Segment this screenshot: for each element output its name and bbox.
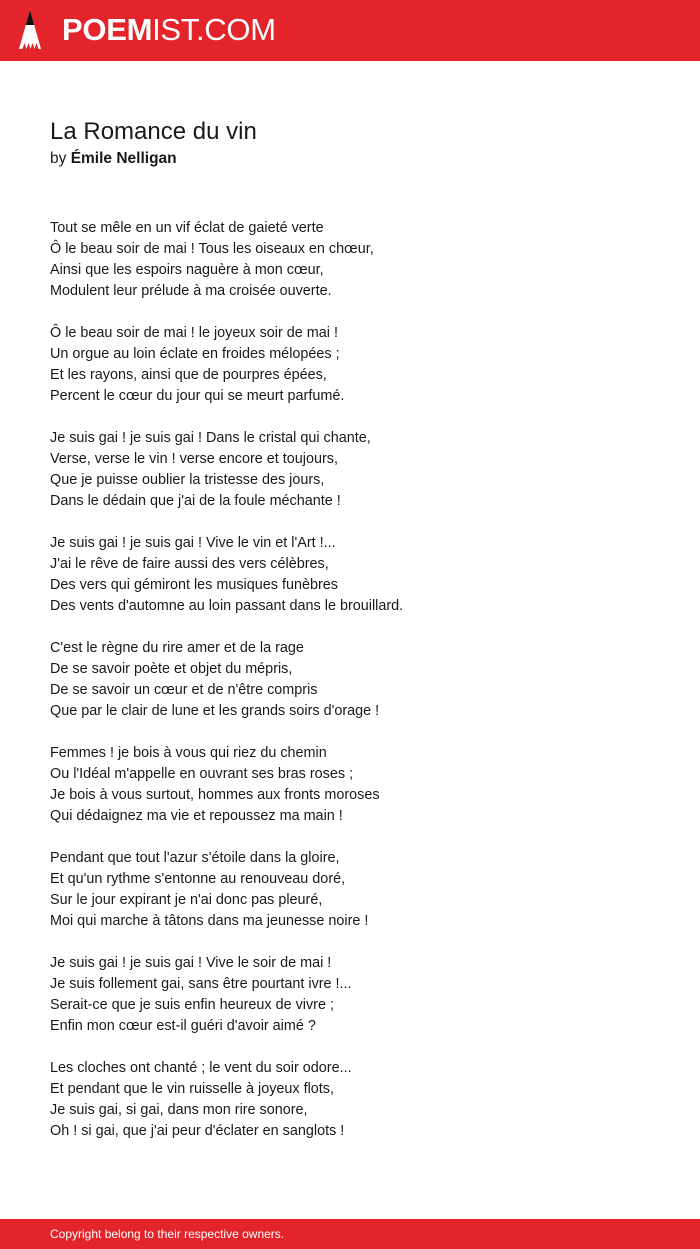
- copyright-notice: Copyright belong to their respective owners.: [50, 1227, 285, 1241]
- poem-stanza: [50, 533, 670, 617]
- poem-line: Des vents d'automne au loin passant dans le brouillard.: [50, 598, 404, 614]
- poem-line: Femmes ! je bois à vous qui riez du chemin: [50, 745, 327, 761]
- poem-line: Je suis gai, si gai, dans mon rire sonore,: [50, 1102, 308, 1118]
- poem-line: Modulent leur prélude à ma croisée ouverte.: [50, 283, 332, 299]
- poem-stanza: [50, 848, 670, 932]
- poem-byline: [50, 148, 177, 170]
- poem-line: Je suis gai ! je suis gai ! Dans le cristal qui chante,: [50, 430, 371, 446]
- poem-line: Verse, verse le vin ! verse encore et toujours,: [50, 451, 338, 467]
- poem-line: C'est le règne du rire amer et de la rage: [50, 640, 304, 656]
- poem-stanza: [50, 323, 670, 407]
- poem-line: Qui dédaignez ma vie et repoussez ma main !: [50, 808, 343, 824]
- poem-line: De se savoir un cœur et de n'être compris: [50, 682, 318, 698]
- poem-line: Que je puisse oublier la tristesse des jours,: [50, 472, 325, 488]
- poem-body: [50, 218, 670, 1163]
- poem-stanza: [50, 743, 670, 827]
- brand-name-light: IST.COM: [152, 12, 276, 47]
- poem-line: Et les rayons, ainsi que de pourpres épées,: [50, 367, 327, 383]
- poem-line: Des vers qui gémiront les musiques funèbres: [50, 577, 338, 593]
- poem-line: Dans le dédain que j'ai de la foule méchante !: [50, 493, 341, 509]
- poem-line: Moi qui marche à tâtons dans ma jeunesse noire !: [50, 913, 369, 929]
- poem-line: Que par le clair de lune et les grands soirs d'orage !: [50, 703, 380, 719]
- pencil-tip-icon[interactable]: [18, 9, 42, 52]
- poem-line: Et qu'un rythme s'entonne au renouveau doré,: [50, 871, 346, 887]
- poem-stanza: [50, 218, 670, 302]
- poem-line: Ô le beau soir de mai ! Tous les oiseaux en chœur,: [50, 241, 374, 257]
- poem-line: Pendant que tout l'azur s'étoile dans la gloire,: [50, 850, 340, 866]
- poem-stanza: [50, 1058, 670, 1142]
- poem-stanza: [50, 953, 670, 1037]
- poem-line: Serait-ce que je suis enfin heureux de vivre ;: [50, 997, 334, 1013]
- poem-stanza: [50, 638, 670, 722]
- poem-line: Enfin mon cœur est-il guéri d'avoir aimé ?: [50, 1018, 316, 1034]
- poem-author: Émile Nelligan: [70, 150, 177, 167]
- poem-line: Ainsi que les espoirs naguère à mon cœur,: [50, 262, 324, 278]
- by-label: by: [50, 150, 67, 167]
- poem-line: Tout se mêle en un vif éclat de gaieté verte: [50, 220, 324, 236]
- poem-title: La Romance du vin: [50, 118, 257, 145]
- site-header: [0, 0, 700, 61]
- poem-line: Je bois à vous surtout, hommes aux fronts moroses: [50, 787, 380, 803]
- poem-line: Ô le beau soir de mai ! le joyeux soir de mai !: [50, 325, 338, 341]
- poem-line: Je suis gai ! je suis gai ! Vive le vin et l'Art !...: [50, 535, 336, 551]
- poem-line: Sur le jour expirant je n'ai donc pas pleuré,: [50, 892, 323, 908]
- poem-stanza: [50, 428, 670, 512]
- poem-line: Ou l'Idéal m'appelle en ouvrant ses bras roses ;: [50, 766, 354, 782]
- poem-line: Un orgue au loin éclate en froides mélopées ;: [50, 346, 340, 362]
- site-logo-text[interactable]: [62, 12, 276, 48]
- poem-line: Oh ! si gai, que j'ai peur d'éclater en sanglots !: [50, 1123, 345, 1139]
- poem-line: Je suis gai ! je suis gai ! Vive le soir de mai !: [50, 955, 332, 971]
- poem-line: Et pendant que le vin ruisselle à joyeux flots,: [50, 1081, 334, 1097]
- poem-line: De se savoir poète et objet du mépris,: [50, 661, 293, 677]
- poem-line: J'ai le rêve de faire aussi des vers célèbres,: [50, 556, 329, 572]
- poem-line: Je suis follement gai, sans être pourtant ivre !...: [50, 976, 352, 992]
- poem-line: Percent le cœur du jour qui se meurt parfumé.: [50, 388, 345, 404]
- poem-line: Les cloches ont chanté ; le vent du soir odore...: [50, 1060, 352, 1076]
- brand-name-bold: POEM: [62, 12, 153, 47]
- site-footer: [0, 1219, 700, 1249]
